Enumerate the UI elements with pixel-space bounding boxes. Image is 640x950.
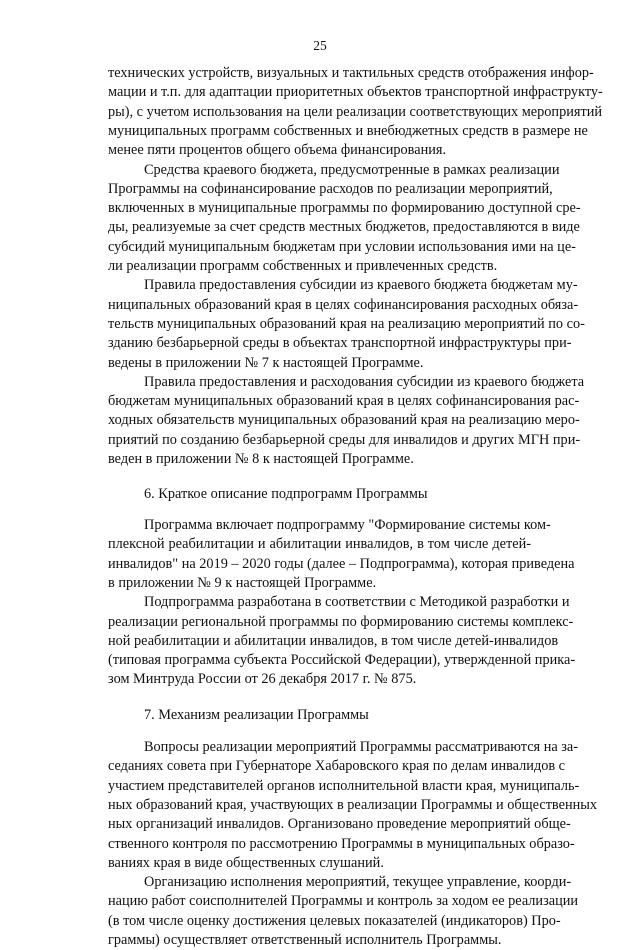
text-line: тельств муниципальных образований края на реализацию мероприятий по со- xyxy=(108,315,585,332)
text-line: участием представителей органов исполнительной власти края, муниципаль- xyxy=(108,777,580,794)
text-line: ваниях края в виде общественных слушаний. xyxy=(108,854,384,871)
text-line: муниципальных программ собственных и внебюджетных средств в размере не xyxy=(108,122,588,139)
text-line: седаниях совета при Губернаторе Хабаровского края по делам инвалидов с xyxy=(108,758,566,775)
text-line: Подпрограмма разработана в соответствии с Методикой разработки и xyxy=(144,594,570,611)
text-line: (в том числе оценку достижения целевых показателей (индикаторов) Про- xyxy=(108,912,561,929)
text-line: менее пяти процентов общего объема финансирования. xyxy=(108,142,447,159)
text-line: Правила предоставления и расходования субсидии из краевого бюджета xyxy=(144,373,585,390)
text-line: ных организаций инвалидов. Организовано проведение мероприятий обще- xyxy=(108,816,571,833)
text-line: плексной реабилитации и абилитации инвалидов, в том числе детей- xyxy=(108,536,531,553)
text-line: ных образований края, участвующих в реализации Программы и общественных xyxy=(108,796,598,813)
text-line: Средства краевого бюджета, предусмотренные в рамках реализации xyxy=(144,161,560,178)
text-line: Правила предоставления субсидии из краевого бюджета бюджетам му- xyxy=(144,277,578,294)
text-line: ной реабилитации и абилитации инвалидов, в том числе детей-инвалидов xyxy=(108,632,559,649)
text-line: зданию безбарьерной среды в объектах транспортной инфраструктуры при- xyxy=(108,335,572,352)
text-line: ниципальных образований края в целях софинансирования расходных обяза- xyxy=(108,296,579,313)
text-line: включенных в муниципальные программы по формированию доступной сре- xyxy=(108,200,581,217)
text-line: ры), с учетом использования на цели реализации соответствующих мероприятий xyxy=(108,103,603,120)
text-line: ходных обязательств муниципальных образований края на реализацию меро- xyxy=(108,412,580,429)
text-line: граммы) осуществляет ответственный исполнитель Программы. xyxy=(108,932,502,948)
text-line: веден в приложении № 8 к настоящей Программе. xyxy=(108,451,414,467)
text-line: субсидий муниципальным бюджетам при условии использования ими на це- xyxy=(108,238,576,255)
text-line: ды, реализуемые за счет средств местных бюджетов, предоставляются в виде xyxy=(108,219,580,236)
text-line: мации и т.п. для адаптации приоритетных объектов транспортной инфраструкту- xyxy=(108,84,603,101)
text-line: ведены в приложении № 7 к настоящей Программе. xyxy=(108,354,424,371)
text-line: технических устройств, визуальных и тактильных средств отображения инфор- xyxy=(108,65,594,81)
text-line: Программа включает подпрограмму "Формирование системы ком- xyxy=(144,517,551,533)
text-line: Организацию исполнения мероприятий, текущее управление, коорди- xyxy=(144,874,572,891)
text-line: нацию работ соисполнителей Программы и контроль за ходом ее реализации xyxy=(108,893,579,910)
text-line: Вопросы реализации мероприятий Программы рассматриваются на за- xyxy=(144,739,579,755)
text-line: (типовая программа субъекта Российской Федерации), утвержденной прика- xyxy=(108,652,576,669)
text-line: ственного контроля по рассмотрению Программы в муниципальных образо- xyxy=(108,835,575,852)
text-line: инвалидов" на 2019 – 2020 годы (далее – Подпрограмма), которая приведена xyxy=(108,555,575,572)
page-number: 25 xyxy=(313,38,327,53)
text-line: приятий по созданию безбарьерной среды для инвалидов и других МГН при- xyxy=(108,431,581,448)
text-line: Программы на софинансирование расходов по реализации мероприятий, xyxy=(108,180,553,197)
section-heading: 7. Механизм реализации Программы xyxy=(144,707,369,723)
text-line: зом Минтруда России от 26 декабря 2017 г. № 875. xyxy=(108,671,417,688)
text-line: ли реализации программ собственных и привлеченных средств. xyxy=(108,258,498,274)
text-line: бюджетам муниципальных образований края в целях софинансирования рас- xyxy=(108,393,580,410)
text-line: в приложении № 9 к настоящей Программе. xyxy=(108,574,377,591)
section-heading: 6. Краткое описание подпрограмм Программы xyxy=(144,486,428,502)
text-line: реализации региональной программы по формированию системы комплекс- xyxy=(108,613,574,630)
